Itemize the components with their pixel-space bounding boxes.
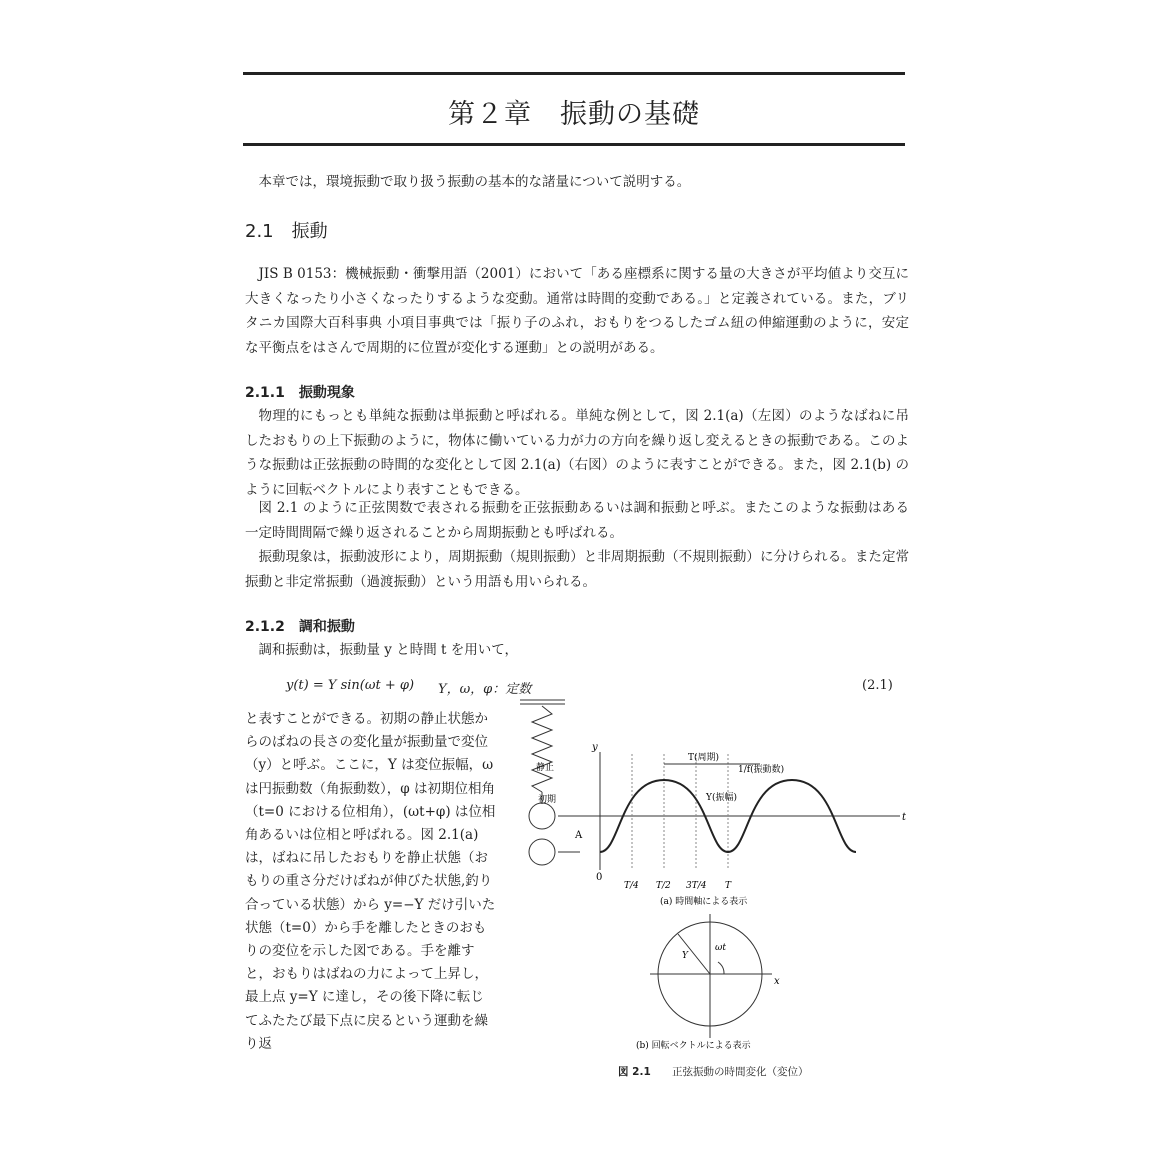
fig-a-caption: (a) 時間軸による表示 <box>660 897 748 907</box>
tick-t1: T/4 <box>624 881 639 891</box>
top-rule <box>243 72 905 75</box>
rotating-vector-diagram <box>650 914 772 1038</box>
y-axis-label: y <box>592 742 598 753</box>
amplitude-label: Y(振幅) <box>706 793 737 803</box>
freq-label: 1/f(振動数) <box>738 765 785 775</box>
equation-constants: Y，ω，φ：定数 <box>438 682 532 697</box>
equation: y(t) = Y sin(ωt + φ) <box>286 678 415 693</box>
t-axis-label: t <box>902 812 907 823</box>
period-label: T(周期) <box>688 753 720 763</box>
figure-2-1 <box>510 692 907 1092</box>
equation-number: (2.1) <box>862 678 893 693</box>
spring-label: 静止 <box>536 763 555 773</box>
section-2-1-2-heading: 2.1.2 調和振動 <box>245 619 355 635</box>
tick-t4: T <box>725 881 732 891</box>
amp-a-label: A <box>575 830 583 841</box>
section-2-1-text: JIS B 0153：機械振動・衝撃用語（2001）において「ある座標系に関する量の大きさが平均値より交互に大きくなったり小さくなったりするような変動。通常は時間的変動である。」と定義されている。また，ブリタニカ国際大百科事典 小項目事典では「振り子のふれ，おもりをつるしたゴム紐の伸縮運動のように，安定な平衡点をはさんで周期的に位置が変化する運動」との説明がある。 <box>245 266 909 356</box>
vector-Y-label: Y <box>682 951 688 961</box>
origin-label: 0 <box>596 872 603 883</box>
title-rule <box>243 143 905 146</box>
spring-diagram <box>520 700 580 865</box>
figure-caption-label: 図 2.1 <box>618 1066 651 1078</box>
init-label: 初期 <box>538 795 557 805</box>
section-2-1-1-heading: 2.1.1 振動現象 <box>245 385 355 401</box>
section-2-1-1-p1: 物理的にもっとも単純な振動は単振動と呼ばれる。単純な例として，図 2.1(a)（左図）のようなばねに吊したおもりの上下振動のように，物体に働いている力が力の方向を繰り返し変えるときの振動である。このような振動は正弦振動の時間的な変化として図 2.1(a)（右図）のように表すことができる。また，図 2.1(b) のように回転ベクトルにより表すこともできる。 <box>245 408 909 498</box>
fig-b-caption: (b) 回転ベクトルによる表示 <box>636 1041 751 1051</box>
figure-caption-text: 正弦振動の時間変化（変位） <box>672 1066 809 1078</box>
left-column-text: と表すことができる。初期の静止状態からのばねの長さの変化量が振動量で変位（y）と呼ぶ。ここに，Y は変位振幅，ω は円振動数（角振動数），φ は初期位相角（t=0 における位相角），(ωt+φ) は位相角あるいは位相と呼ばれる。図 2.1(a) は，ばねに吊したおもりを静止状態（おもりの重さ分だけばねが伸びた状態,釣り合っている状態）から y=−Y だけ引いた状態（t=0）から手を離したときのおもりの変位を示した図である。手を離すと，おもりはばねの力によって上昇し，最上点 y=Y に達し，その後下降に転じてふたたび最下点に戻るという運動を繰り返 <box>245 711 496 1052</box>
section-2-1-1-p2: 図 2.1 のように正弦関数で表される振動を正弦振動あるいは調和振動と呼ぶ。またこのような振動はある一定時間間隔で繰り返されることから周期振動とも呼ばれる。 <box>245 500 909 541</box>
wt-label: ωt <box>715 943 726 953</box>
tick-t2: T/2 <box>656 881 671 891</box>
section-2-1-heading: 2.1 振動 <box>245 221 328 242</box>
intro-paragraph: 本章では，環境振動で取り扱う振動の基本的な諸量について説明する。 <box>258 174 691 190</box>
chapter-title: 第２章 振動の基礎 <box>448 99 700 130</box>
x-label: x <box>774 976 780 987</box>
section-2-1-1-p3: 振動現象は，振動波形により，周期振動（規則振動）と非周期振動（不規則振動）に分けられる。また定常振動と非定常振動（過渡振動）という用語も用いられる。 <box>245 549 909 590</box>
section-2-1-2-intro: 調和振動は，振動量 y と時間 t を用いて， <box>258 642 518 658</box>
tick-t3: 3T/4 <box>686 881 707 891</box>
